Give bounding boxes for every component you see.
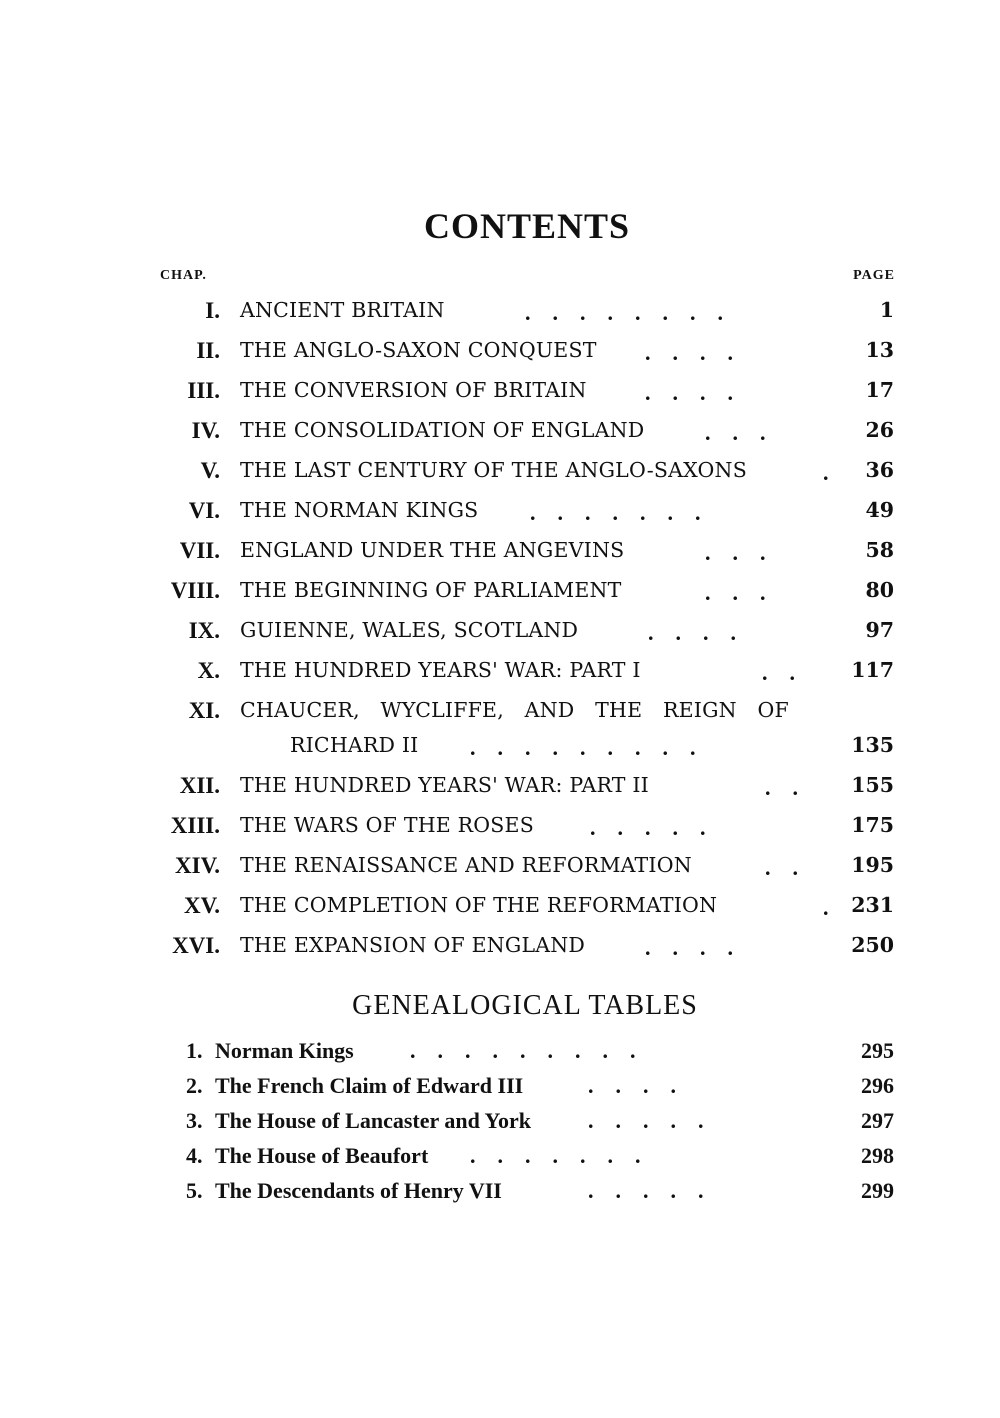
table-number: 1. [186,1038,203,1063]
table-number: 5. [186,1178,203,1203]
toc-entry [0,927,1000,967]
chapter-list [0,292,1000,967]
page-number: 13 [865,338,894,362]
toc-entry [0,412,1000,452]
chapter-number: XIV. [175,853,220,878]
page-number: 297 [861,1108,894,1133]
table-entry [0,1174,1000,1209]
toc-entry [0,652,1000,692]
page-number: 135 [851,733,894,757]
dot-leader: .... [645,380,755,405]
chapter-number: VIII. [170,578,220,603]
page-number: 58 [865,538,894,562]
toc-entry [0,887,1000,927]
chapter-title: THE LAST CENTURY OF THE ANGLO-SAXONS [240,458,747,482]
chapter-title: GUIENNE, WALES, SCOTLAND [240,618,579,642]
chapter-title-continued: RICHARD II [290,733,419,757]
chapter-number: XI. [188,698,220,723]
page-number: 26 [865,418,894,442]
chapter-number: III. [187,378,220,403]
toc-entry [0,332,1000,372]
page-number: 231 [851,893,894,917]
dot-leader: ........ [525,300,745,325]
chapter-title: CHAUCER, WYCLIFFE, AND THE REIGN OF [240,698,789,722]
chapter-number: V. [200,458,220,483]
chapter-title: ENGLAND UNDER THE ANGEVINS [240,538,625,562]
table-number: 4. [186,1143,203,1168]
toc-entry [0,807,1000,847]
dot-leader: ......... [410,1038,658,1063]
dot-leader: ... [705,540,788,565]
toc-entry [0,692,1000,767]
toc-entry [0,532,1000,572]
toc-entry [0,372,1000,412]
chapter-number: X. [197,658,220,683]
chapter-title: THE NORMAN KINGS [240,498,479,522]
chapter-title: THE EXPANSION OF ENGLAND [240,933,586,957]
dot-leader: ... [705,580,788,605]
dot-leader: .. [765,855,820,880]
chapter-number: VII. [179,538,220,563]
dot-leader: .... [588,1073,698,1098]
toc-entry [0,292,1000,332]
page-title: CONTENTS [423,206,631,246]
dot-leader: .. [765,775,820,800]
page-number: 250 [851,933,894,957]
page-number: 295 [861,1038,894,1063]
dot-leader: .... [645,935,755,960]
table-title: The House of Lancaster and York [215,1108,531,1133]
page-number: 17 [865,378,894,402]
table-title: The House of Beaufort [215,1143,429,1168]
dot-leader: ... [705,420,788,445]
toc-entry [0,572,1000,612]
chapter-number: XVI. [172,933,220,958]
chapter-title: THE HUNDRED YEARS' WAR: PART II [240,773,649,797]
dot-leader: .... [645,340,755,365]
chapter-title: THE WARS OF THE ROSES [240,813,534,837]
toc-entry [0,452,1000,492]
toc-entry [0,492,1000,532]
dot-leader: .. [762,660,817,685]
page-number: 97 [865,618,894,642]
page-number: 155 [851,773,894,797]
page-column-header: PAGE [853,268,895,283]
section-heading: GENEALOGICAL TABLES [352,990,698,1021]
chapter-number: VI. [188,498,220,523]
chapter-number: XII. [179,773,220,798]
page-number: 175 [851,813,894,837]
table-title: The Descendants of Henry VII [215,1178,502,1203]
page-number: 296 [861,1073,894,1098]
table-entry [0,1069,1000,1104]
table-entry [0,1034,1000,1069]
page-number: 117 [851,658,894,682]
page-number: 1 [879,298,894,322]
dot-leader: ..... [590,815,728,840]
chapter-number: II. [196,338,220,363]
toc-entry [0,612,1000,652]
chapter-number: I. [205,298,220,323]
dot-leader: ....... [470,1143,663,1168]
chapter-title: THE CONSOLIDATION OF ENGLAND [240,418,645,442]
chapter-number: IV. [191,418,220,443]
chapter-title: THE RENAISSANCE AND REFORMATION [240,853,692,877]
chapter-title: THE ANGLO-SAXON CONQUEST [240,338,597,362]
table-title: Norman Kings [215,1038,354,1063]
page-number: 299 [861,1178,894,1203]
dot-leader: . [823,895,851,920]
chapter-number: IX. [188,618,220,643]
table-entry [0,1139,1000,1174]
toc-entry [0,767,1000,807]
dot-leader: .... [648,620,758,645]
dot-leader: ......... [470,735,718,760]
chapter-title: THE CONVERSION OF BRITAIN [240,378,587,402]
page-number: 36 [865,458,894,482]
table-title: The French Claim of Edward III [215,1073,524,1098]
dot-leader: . [823,460,851,485]
chapter-title: ANCIENT BRITAIN [240,298,445,322]
page-number: 80 [865,578,894,602]
chapter-number: XIII. [170,813,220,838]
table-number: 2. [186,1073,203,1098]
page-number: 298 [861,1143,894,1168]
table-number: 3. [186,1108,203,1133]
dot-leader: ....... [530,500,723,525]
dot-leader: ..... [588,1108,726,1133]
page-number: 195 [851,853,894,877]
chapter-title: THE COMPLETION OF THE REFORMATION [240,893,718,917]
chapter-column-header: CHAP. [160,268,207,283]
chapter-title: THE HUNDRED YEARS' WAR: PART I [240,658,641,682]
genealogical-table-list [0,1034,1000,1209]
chapter-title: THE BEGINNING OF PARLIAMENT [240,578,622,602]
table-entry [0,1104,1000,1139]
toc-entry [0,847,1000,887]
chapter-number: XV. [183,893,220,918]
page-number: 49 [865,498,894,522]
dot-leader: ..... [588,1178,726,1203]
